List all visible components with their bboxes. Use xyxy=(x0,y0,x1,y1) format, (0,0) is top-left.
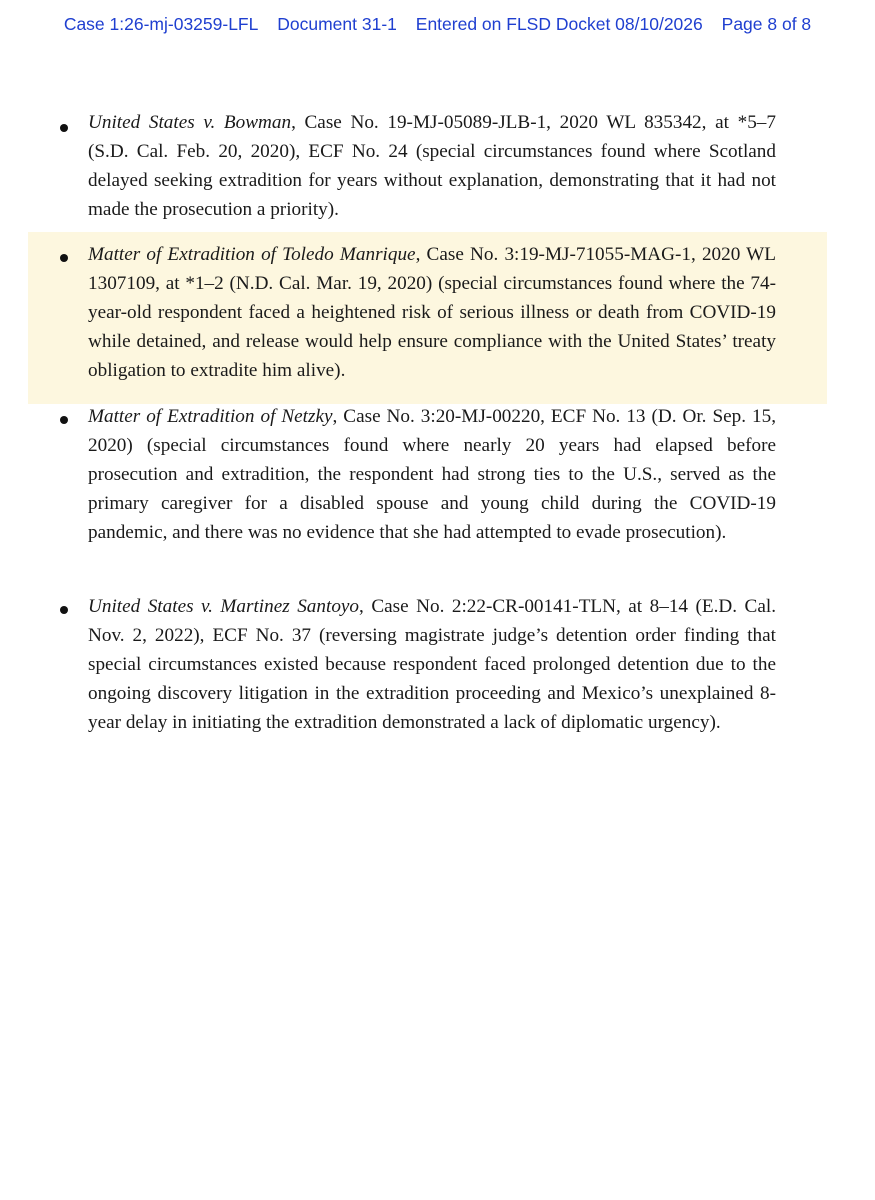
header-page-number: Page 8 of 8 xyxy=(721,14,812,34)
header-case-number: Case 1:26-mj-03259-LFL xyxy=(63,14,259,34)
case-name: Matter of Extradition of Netzky xyxy=(88,406,333,427)
citation-text xyxy=(88,240,776,385)
case-name: Matter of Extradition of Toledo Manrique xyxy=(88,244,416,265)
citation-details: , Case No. 3:19-MJ-71055-MAG-1, 2020 WL 1307109, at *1–2 (N.D. Cal. Mar. 19, 2020) (special circumstances found where the 74-year-old respondent faced a heightened risk of serious illness or death from COVID-19 while detained, and release would help ensure compliance with the United States’ treaty obligation to extradite him alive). xyxy=(88,244,776,381)
header-entered-on: Entered on FLSD Docket 08/10/2026 xyxy=(415,14,703,34)
citation-text xyxy=(88,108,776,224)
case-name: United States v. Martinez Santoyo xyxy=(88,596,360,617)
citation-text xyxy=(88,402,776,547)
docket-header xyxy=(0,14,875,35)
bullet-icon xyxy=(60,254,68,262)
case-name: United States v. Bowman xyxy=(88,112,292,133)
bullet-icon xyxy=(60,416,68,424)
bullet-icon xyxy=(60,606,68,614)
header-document-number: Document 31-1 xyxy=(277,14,397,34)
bullet-icon xyxy=(60,124,68,132)
citation-text xyxy=(88,592,776,737)
citation-details: , Case No. 3:20-MJ-00220, ECF No. 13 (D. Or. Sep. 15, 2020) (special circumstances found where nearly 20 years had elapsed before prosecution and extradition, the respondent had strong ties to the U.S., served as the primary caregiver for a disabled spouse and young child during the COVID-19 pandemic, and there was no evidence that she had attempted to evade prosecution). xyxy=(88,406,776,543)
citation-details: , Case No. 2:22-CR-00141-TLN, at 8–14 (E.D. Cal. Nov. 2, 2022), ECF No. 37 (reversing magistrate judge’s detention order finding that special circumstances existed because respondent faced prolonged detention due to the ongoing discovery litigation in the extradition proceeding and Mexico’s unexplained 8-year delay in initiating the extradition demonstrated a lack of diplomatic urgency). xyxy=(88,596,776,733)
citation-details: , Case No. 19-MJ-05089-JLB-1, 2020 WL 835342, at *5–7 (S.D. Cal. Feb. 20, 2020), ECF No. 24 (special circumstances found where Scotland delayed seeking extradition for years without explanation, demonstrating that it had not made the prosecution a priority). xyxy=(88,112,776,220)
